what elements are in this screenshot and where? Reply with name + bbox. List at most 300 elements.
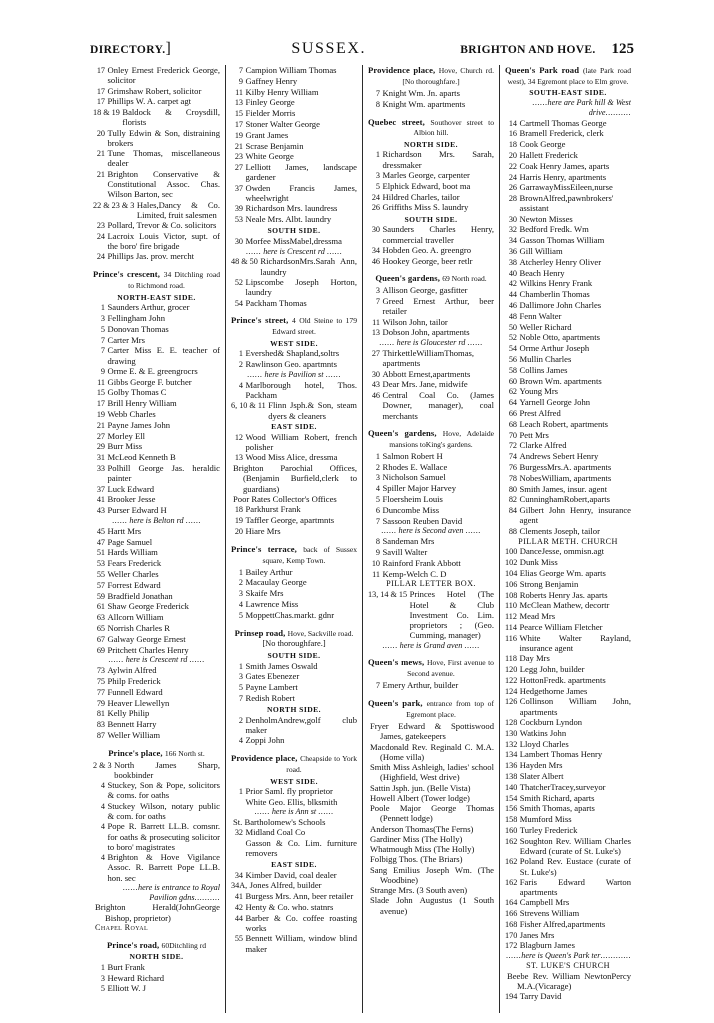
entry-number: 21	[234, 141, 243, 151]
street-name: Quebec street,	[368, 116, 431, 127]
entry-text: White George	[245, 151, 294, 162]
entry-text: Soughton Rev. William Charles Edward (curate of St. Luke's)	[519, 835, 631, 856]
entry-number: 20	[508, 150, 517, 160]
entry-text: Shaw George Frederick	[107, 601, 189, 612]
directory-entry	[505, 505, 631, 526]
directory-entry	[93, 148, 220, 169]
entry-text: Kemp-Welch C. D	[382, 568, 447, 579]
directory-entry	[93, 313, 220, 324]
entry-number: 53	[96, 559, 105, 569]
directory-entry	[93, 821, 220, 852]
entry-text: Carter Miss E. E. teacher of drawing	[107, 345, 220, 366]
directory-entry	[368, 516, 494, 527]
directory-entry	[368, 472, 494, 483]
directory-entry	[93, 505, 220, 516]
leader-dots-right: ......	[467, 338, 483, 348]
entry-text: Gibbs George F. butcher	[107, 376, 192, 387]
directory-entry	[93, 634, 220, 645]
entry-number: 54	[234, 298, 243, 308]
entry-number: 19	[234, 130, 243, 140]
entry-number: 17	[96, 86, 105, 96]
directory-entry	[505, 365, 631, 376]
entry-number: 162	[505, 877, 518, 887]
directory-entry	[93, 558, 220, 569]
directory-line: Fryer Edward & Spottiswood James, gatekeepers	[370, 720, 494, 742]
directory-entry	[505, 739, 631, 750]
directory-entry	[93, 719, 220, 730]
directory-entry	[505, 161, 631, 172]
directory-entry	[505, 386, 631, 397]
entry-number: 30	[508, 214, 517, 224]
entry-text: Flinn Jsph.& Son, steam dyers & cleaners	[268, 400, 357, 421]
entry-text: Bramell Frederick, clerk	[519, 128, 604, 139]
entry-number: 87	[96, 730, 105, 740]
directory-entry	[93, 452, 220, 463]
entry-text: Lambert Thomas Henry	[519, 749, 603, 760]
directory-entry	[505, 397, 631, 408]
entry-text: Prior Saml. fly proprietor	[245, 786, 333, 797]
directory-entry	[231, 277, 357, 298]
street-heading	[93, 269, 220, 291]
entry-number: 17	[234, 119, 243, 129]
directory-entry	[231, 432, 357, 453]
directory-entry	[505, 484, 631, 495]
directory-entry	[231, 348, 357, 359]
directory-entry	[505, 246, 631, 257]
directory-entry	[231, 298, 357, 309]
entry-text: Bennett William, window blind maker	[245, 933, 357, 954]
entry-number: 162	[505, 836, 518, 846]
entry-text: Kimber David, coal dealer	[245, 869, 337, 880]
column-4-body	[505, 65, 631, 1002]
running-head	[88, 40, 636, 58]
directory-entry	[93, 973, 220, 984]
entry-number: 7	[238, 66, 243, 75]
directory-line: Sang Emilius Joseph Wm. (The Woodbine)	[370, 864, 494, 885]
entry-text: Collinson William John, apartments	[519, 696, 631, 717]
entry-number: 138	[505, 771, 518, 781]
column-3	[362, 65, 499, 1013]
entry-number: 2	[375, 462, 380, 472]
directory-entry	[505, 568, 631, 579]
column-1	[88, 65, 225, 1013]
entry-text: Aylwin Alfred	[107, 665, 157, 676]
entry-number: 11	[372, 317, 380, 327]
entry-text: Barber & Co. coffee roasting works	[245, 912, 357, 934]
directory-entry	[505, 289, 631, 300]
directory-entry	[93, 801, 220, 822]
directory-entry	[505, 908, 631, 919]
directory-entry	[93, 612, 220, 623]
entry-number: 156	[505, 804, 518, 814]
directory-entry	[505, 782, 631, 793]
entry-text: Hiare Mrs	[245, 525, 281, 536]
entry-number: 56	[508, 355, 517, 365]
directory-entry	[368, 256, 494, 267]
entry-number: 21	[96, 420, 105, 430]
entry-text: Macaulay George	[245, 577, 307, 588]
directory-entry	[368, 348, 494, 369]
entry-text: Richardson Mrs. Sarah, dressmaker	[382, 149, 494, 170]
directory-entry	[505, 451, 631, 462]
entry-text: Emery Arthur, builder	[382, 680, 459, 691]
entry-text: Cockburn Lyndon	[519, 716, 583, 727]
directory-entry	[505, 611, 631, 622]
directory-entry	[231, 838, 357, 859]
entry-text: Young Mrs	[519, 386, 559, 397]
entry-number: 102	[505, 558, 518, 568]
entry-text: Hayden Mrs	[519, 760, 563, 771]
entry-text: Kilby Henry William	[245, 86, 319, 97]
entry-number: 3	[375, 286, 380, 296]
entry-number: 34	[234, 870, 243, 880]
entry-text: Parkhurst Frank	[245, 504, 301, 515]
side-heading: WEST SIDE.	[270, 338, 318, 348]
entry-text: Fenn Walter	[519, 310, 562, 321]
entry-text: Gasson Thomas William	[519, 235, 605, 246]
entry-number: 5	[238, 610, 243, 620]
entry-text: Turley Frederick	[519, 824, 578, 835]
entry-text: Philp Frederick	[107, 675, 161, 686]
entry-text: Brooker Jesse	[107, 494, 156, 505]
entry-text: Hookey George, beer retlr	[382, 255, 473, 266]
entry-number: 36	[508, 247, 517, 257]
entry-number: 46	[371, 391, 380, 401]
entry-text: Scrase Benjamin	[245, 140, 304, 151]
directory-entry	[505, 430, 631, 441]
street-heading	[368, 698, 494, 720]
entry-number: 7	[375, 516, 380, 526]
entry-number: 12	[234, 432, 243, 442]
directory-entry	[231, 130, 357, 141]
entry-number: 20	[234, 526, 243, 536]
street-description: Cheapside to York road.	[286, 754, 358, 775]
entry-text: Bennett Harry	[107, 719, 157, 730]
entry-number: 83	[96, 720, 105, 730]
leader-dots-left: ......	[112, 515, 128, 525]
directory-line: Howell Albert (Tower lodge)	[370, 792, 470, 803]
street-heading	[505, 65, 631, 87]
entry-text: Princes Hotel (The Hotel & Club Investment Co. Lim. proprietors ; (Geo. Cumming, manager)	[409, 589, 494, 641]
street-heading	[231, 628, 357, 639]
entry-text: Brighton Conservative & Constitutional Assoc. Chas. Wilson Barton, sec	[107, 168, 220, 200]
entry-number: 74	[508, 452, 517, 462]
directory-entry	[93, 665, 220, 676]
entry-number: 13	[234, 453, 243, 463]
entry-number: 34	[371, 245, 380, 255]
entry-number: 132	[505, 739, 518, 749]
leader-dots-left: ......	[505, 951, 522, 961]
entry-text: MoppettChas.markt. gdnr	[245, 609, 335, 620]
cross-street-marker	[368, 641, 494, 651]
entry-text: Knight Wm. apartments	[382, 98, 466, 109]
directory-entry	[93, 335, 220, 346]
directory-entry	[368, 170, 494, 181]
cross-street-marker	[505, 98, 631, 118]
column-4	[499, 65, 636, 1013]
entry-text: Smith James, insur. agent	[519, 483, 608, 494]
entry-text: Hobden Geo. A. greengro	[382, 244, 472, 255]
entry-number: 23	[96, 221, 105, 231]
entry-text: Spiller Major Harvey	[382, 483, 457, 494]
directory-entry	[505, 440, 631, 451]
leader-dots-left: ......	[122, 882, 138, 892]
directory-entry	[93, 251, 220, 262]
entry-text: Evershed& Shapland,soltrs	[245, 348, 340, 359]
directory-entry	[93, 698, 220, 709]
directory-entry	[231, 671, 357, 682]
entry-text: Collins James	[519, 364, 568, 375]
smallcaps-entry: PILLAR LETTER BOX.	[386, 579, 476, 589]
entry-number: 72	[508, 441, 517, 451]
street-name: Queen's gardens,	[375, 273, 443, 284]
entry-number: 30	[371, 369, 380, 379]
entry-text: Wilson John, tailor	[382, 316, 448, 327]
street-description: Hove, Adelaide mansions toKing's gardens.	[389, 428, 494, 449]
entry-number: 61	[96, 602, 105, 612]
entry-text: Donovan Thomas	[107, 323, 169, 334]
entry-text: Marles George, carpenter	[382, 170, 470, 180]
entry-number: 84	[508, 506, 517, 516]
entry-text: Lloyd Charles	[519, 738, 569, 749]
directory-entry	[505, 600, 631, 611]
directory-entry	[368, 245, 494, 256]
directory-entry	[231, 359, 357, 370]
entry-text: Yarnell George John	[519, 397, 591, 408]
directory-entry	[231, 567, 357, 578]
directory-entry	[505, 473, 631, 484]
directory-entry	[93, 569, 220, 580]
entry-text: Mumford Miss	[519, 814, 572, 825]
entry-text: BrownAlfred,pawnbrokers' assistant	[519, 193, 614, 214]
entry-number: 70	[508, 430, 517, 440]
street-heading	[368, 117, 494, 139]
entry-text: Orme E. & E. greengrocrs	[107, 365, 198, 376]
cross-street-marker	[368, 526, 494, 536]
entry-number: 20	[96, 128, 105, 138]
entry-text: Rainford Frank Abbott	[382, 557, 461, 568]
directory-entry	[231, 236, 357, 247]
leader-dots-right: ......	[318, 807, 334, 817]
directory-line: Beebe Rev. William NewtonPercy M.A.(Vicarage)	[507, 970, 631, 992]
entry-text: Sassoon Reuben David	[382, 515, 463, 526]
entry-text: Salmon Robert H	[382, 450, 443, 461]
entry-text: Campbell Mrs	[519, 897, 570, 908]
entry-text: Rawlinson Geo. apartmnts	[245, 359, 337, 370]
directory-entry	[368, 589, 494, 640]
entry-number: 37	[96, 484, 105, 494]
entry-number: 118	[505, 654, 517, 664]
directory-entry	[505, 940, 631, 951]
directory-entry	[505, 150, 631, 161]
entry-number: 38	[508, 257, 517, 267]
entry-text: Tarry David	[519, 991, 562, 1002]
directory-line: Brighton Herald(JohnGeorge Bishop, proprietor)	[95, 902, 220, 923]
entry-number: 1	[375, 451, 380, 461]
directory-entry	[231, 693, 357, 704]
entry-text: Chamberlin Thomas	[519, 289, 590, 300]
entry-number: 2 & 3	[93, 760, 112, 770]
directory-entry	[231, 933, 357, 954]
entry-number: 30	[371, 225, 380, 235]
directory-entry	[368, 494, 494, 505]
entry-text: McLeod Kenneth B	[107, 452, 176, 463]
street-name: Queen's Park road	[505, 65, 583, 75]
cross-street-marker	[368, 338, 494, 348]
entry-number: 24	[96, 252, 105, 262]
entry-text: Bradfield Jonathan	[107, 590, 173, 601]
entry-text: Griffiths Miss S. laundry	[382, 202, 469, 213]
street-description: 60Ditchling rd	[161, 940, 207, 950]
directory-entry	[505, 877, 631, 898]
entry-number: 104	[505, 568, 518, 578]
entry-text: Webb Charles	[107, 409, 156, 420]
side-heading: NORTH-EAST SIDE.	[117, 292, 196, 302]
entry-text: North James Sharp, bookbinder	[114, 759, 220, 780]
directory-entry	[93, 494, 220, 505]
entry-text: Smith James Oswald	[245, 660, 318, 671]
directory-entry	[505, 182, 631, 193]
entry-text: White Geo. Ellis, blksmith	[245, 796, 338, 807]
directory-entry	[368, 505, 494, 516]
directory-line: Gardiner Miss (The Holly)	[370, 833, 463, 844]
leader-dots-left: ......	[379, 338, 395, 348]
street-description: 34 Ditchling road to Richmond road.	[128, 270, 220, 291]
directory-entry	[505, 462, 631, 473]
entry-number: 47	[96, 537, 105, 547]
directory-entry	[231, 452, 357, 463]
entry-text: Hards William	[107, 547, 158, 558]
entry-text: Fears Frederick	[107, 558, 162, 569]
leader-dots-left: ......	[247, 369, 263, 379]
directory-line: Poole Major George Thomas (Pennett lodge)	[370, 803, 494, 824]
entry-text: Cook George	[519, 139, 566, 150]
entry-text: Allison George, gasfitter	[382, 285, 468, 296]
directory-entry	[505, 343, 631, 354]
entry-text: Elphick Edward, boot ma	[382, 180, 471, 191]
directory-line: Smith Miss Ashleigh, ladies' school (Highfield, West drive)	[370, 762, 494, 783]
cross-street-marker	[93, 516, 220, 526]
leader-dots-left: ......	[382, 640, 398, 650]
entry-text: Greed Ernest Arthur, beer retailer	[382, 296, 494, 317]
directory-entry	[505, 311, 631, 322]
side-heading: SOUTH-EAST SIDE.	[529, 88, 607, 98]
entry-text: Neale Mrs. Albt. laundry	[245, 214, 332, 225]
directory-entry	[93, 623, 220, 634]
entry-number: 13	[371, 328, 380, 338]
side-heading: SOUTH SIDE.	[267, 226, 321, 236]
entry-text: Andrews Sebert Henry	[519, 451, 599, 462]
entry-number: 106	[505, 579, 518, 589]
entry-number: 14	[508, 118, 517, 128]
entry-number: 4	[375, 484, 380, 494]
directory-entry	[231, 661, 357, 672]
directory-entry	[231, 610, 357, 621]
directory-entry	[93, 324, 220, 335]
entry-text: Newton Misses	[519, 213, 573, 224]
directory-entry	[231, 913, 357, 934]
entry-text: Elias George Wm. aparts	[519, 567, 606, 578]
entry-text: Clarke Alfred	[519, 440, 567, 451]
entry-text: Brighton & Hove Vigilance Assoc. R. Barrett Pope LL.B. hon. sec	[107, 852, 220, 883]
directory-entry	[93, 580, 220, 591]
directory-entry	[231, 183, 357, 204]
entry-text: Baldock & Croysdill, florists	[122, 107, 220, 128]
entry-text: Cartmell Thomas George	[519, 117, 607, 128]
entry-text: Hedgethorne James	[519, 685, 588, 696]
entry-text: Gill William	[519, 246, 563, 257]
entry-number: 15	[234, 109, 243, 119]
directory-entry	[231, 735, 357, 746]
entry-number: 162	[505, 857, 518, 867]
entry-text: Skaife Mrs	[245, 588, 284, 599]
entry-text: Norrish Charles R	[107, 622, 171, 633]
leader-dots-right: ..........	[605, 107, 631, 117]
directory-entry	[505, 128, 631, 139]
entry-text: Hildred Charles, tailor	[382, 191, 460, 202]
cross-street-name: here are Park hill & West drive	[547, 97, 631, 117]
directory-entry	[231, 400, 357, 421]
entry-number: 126	[505, 697, 518, 707]
entry-text: McClean Mathew, decortr	[519, 600, 610, 611]
entry-number: 15	[96, 388, 105, 398]
directory-entry	[505, 546, 631, 557]
entry-text: Morfee MissMabel,dressma	[245, 235, 342, 246]
directory-entry	[93, 420, 220, 431]
street-name: Queen's park,	[368, 698, 427, 709]
entry-text: Weller Charles	[107, 568, 159, 579]
entry-text: Smith Richard, aparts	[519, 792, 595, 803]
leader-dots-left: ......	[254, 807, 270, 817]
directory-entry	[368, 483, 494, 494]
directory-entry	[231, 141, 357, 152]
entry-text: Lawrence Miss	[245, 598, 299, 609]
entry-number: 34A,	[231, 881, 248, 891]
entry-text: Gates Ebenezer	[245, 671, 300, 682]
entry-number: 39	[234, 204, 243, 214]
directory-entry	[93, 409, 220, 420]
directory-entry	[505, 419, 631, 430]
entry-text: Kelly Philip	[107, 708, 150, 719]
directory-entry	[505, 557, 631, 568]
directory-entry	[505, 322, 631, 333]
entry-text: Coak Henry James, aparts	[519, 160, 610, 171]
entry-text: Mullin Charles	[519, 354, 572, 365]
entry-number: 160	[505, 825, 518, 835]
entry-number: 68	[508, 419, 517, 429]
directory-entry	[368, 296, 494, 317]
leader-dots-right: ......	[189, 655, 205, 665]
directory-entry	[93, 708, 220, 719]
entry-number: 5	[375, 181, 380, 191]
entry-text: Elliott W. J	[107, 983, 146, 994]
street-name: Prinsep road,	[234, 627, 288, 638]
directory-entry	[505, 300, 631, 311]
entry-number: 41	[96, 495, 105, 505]
street-name: Prince's terrace,	[231, 543, 304, 554]
entry-text: Strevens William	[519, 908, 580, 919]
entry-number: 27	[96, 431, 105, 441]
entry-text: Hallett Frederick	[519, 149, 578, 160]
entry-text: Gilbert John Henry, insurance agent	[519, 505, 631, 526]
entry-number: 170	[505, 930, 518, 940]
directory-entry	[93, 852, 220, 883]
entry-text: Polhill George Jas. heraldic painter	[107, 463, 220, 484]
street-heading	[368, 428, 494, 450]
entry-number: 5	[238, 683, 243, 693]
directory-entry	[505, 771, 631, 782]
entry-text: Funnell Edward	[107, 686, 163, 697]
